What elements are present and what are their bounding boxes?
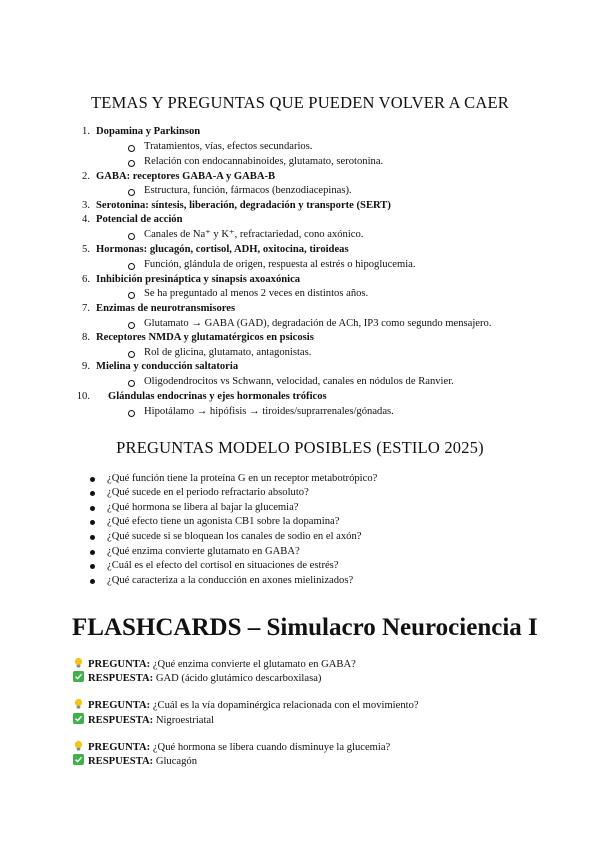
topic-title: Dopamina y Parkinson — [96, 126, 201, 137]
bullet-icon — [90, 506, 95, 511]
topic-number: 1. — [82, 126, 90, 137]
topic-title: Receptores NMDA y glutamatérgicos en psicosis — [96, 332, 314, 343]
hollow-bullet-icon — [128, 351, 135, 358]
topic-subitem: Estructura, función, fármacos (benzodiacepinas). — [128, 184, 352, 197]
topic-subitem: Función, glándula de origen, respuesta al estrés o hipoglucemia. — [128, 258, 416, 271]
hollow-bullet-icon — [128, 292, 135, 299]
list-item: ¿Qué enzima convierte glutamato en GABA? — [90, 545, 300, 558]
list-item: ¿Qué hormona se libera al bajar la glucemia? — [90, 501, 298, 514]
topic-number: 6. — [82, 274, 90, 285]
list-item: ¿Qué caracteriza a la conducción en axones mielinizados? — [90, 574, 353, 587]
bullet-icon — [90, 491, 95, 496]
hollow-bullet-icon — [128, 410, 135, 417]
topic-title: Inhibición presináptica y sinapsis axoaxónica — [96, 274, 301, 285]
list-item: ¿Qué sucede si se bloquean los canales de sodio en el axón? — [90, 530, 361, 543]
topic-title: Hormonas: glucagón, cortisol, ADH, oxitocina, tiroideas — [96, 244, 349, 255]
check-mark-icon — [73, 671, 84, 682]
flashcard-answer: RESPUESTA: Nigroestriatal — [73, 713, 214, 727]
topic-number: 7. — [82, 303, 90, 314]
list-item: ¿Qué función tiene la proteína G en un receptor metabotrópico? — [90, 472, 377, 485]
bullet-icon — [90, 564, 95, 569]
topic-subitem: Oligodendrocitos vs Schwann, velocidad, canales en nódulos de Ranvier. — [128, 375, 454, 388]
bullet-icon — [90, 550, 95, 555]
topic-subitem: Relación con endocannabinoides, glutamato, serotonina. — [128, 155, 383, 168]
lightbulb-icon — [73, 657, 84, 668]
hollow-bullet-icon — [128, 322, 135, 329]
list-item: ¿Cuál es el efecto del cortisol en situaciones de estrés? — [90, 559, 339, 572]
topic-subitem: Canales de Na⁺ y K⁺, refractariedad, cono axónico. — [128, 228, 363, 241]
hollow-bullet-icon — [128, 145, 135, 152]
flashcard-question: PREGUNTA: ¿Qué enzima convierte el glutamato en GABA? — [73, 657, 356, 671]
topic-number: 9. — [82, 361, 90, 372]
bullet-icon — [90, 520, 95, 525]
lightbulb-icon — [73, 740, 84, 751]
check-mark-icon — [73, 754, 84, 765]
topic-title: Potencial de acción — [96, 214, 183, 225]
topic-title: GABA: receptores GABA-A y GABA-B — [96, 171, 276, 182]
topic-number: 8. — [82, 332, 90, 343]
questions-heading: PREGUNTAS MODELO POSIBLES (ESTILO 2025) — [116, 438, 484, 457]
list-item: ¿Qué sucede en el periodo refractario absoluto? — [90, 486, 309, 499]
bullet-icon — [90, 535, 95, 540]
list-item: ¿Qué efecto tiene un agonista CB1 sobre la dopamina? — [90, 515, 339, 528]
topic-title: Mielina y conducción saltatoria — [96, 361, 239, 372]
hollow-bullet-icon — [128, 263, 135, 270]
flashcard-question: PREGUNTA: ¿Qué hormona se libera cuando disminuye la glucemia? — [73, 740, 390, 754]
hollow-bullet-icon — [128, 233, 135, 240]
topic-number: 2. — [82, 171, 90, 182]
topic-title: Serotonina: síntesis, liberación, degradación y transporte (SERT) — [96, 200, 391, 211]
topic-subitem: Hipotálamo → hipófisis → tiroides/suprarrenales/gónadas. — [128, 405, 394, 418]
topic-number: 10. — [76, 391, 90, 402]
hollow-bullet-icon — [128, 380, 135, 387]
bullet-icon — [90, 477, 95, 482]
lightbulb-icon — [73, 698, 84, 709]
hollow-bullet-icon — [128, 189, 135, 196]
topics-heading: TEMAS Y PREGUNTAS QUE PUEDEN VOLVER A CAER — [91, 93, 509, 112]
flashcard-answer: RESPUESTA: GAD (ácido glutámico descarboxilasa) — [73, 671, 321, 685]
flashcards-heading: FLASHCARDS – Simulacro Neurociencia I — [72, 614, 538, 641]
check-mark-icon — [73, 713, 84, 724]
topic-number: 4. — [82, 214, 90, 225]
topic-number: 5. — [82, 244, 90, 255]
topic-subitem: Se ha preguntado al menos 2 veces en distintos años. — [128, 287, 368, 300]
topic-subitem: Tratamientos, vías, efectos secundarios. — [128, 140, 312, 153]
topic-title: Enzimas de neurotransmisores — [96, 303, 236, 314]
topic-number: 3. — [82, 200, 90, 211]
flashcard-answer: RESPUESTA: Glucagón — [73, 754, 197, 768]
topic-subitem: Rol de glicina, glutamato, antagonistas. — [128, 346, 311, 359]
hollow-bullet-icon — [128, 160, 135, 167]
topic-subitem: Glutamato → GABA (GAD), degradación de ACh, IP3 como segundo mensajero. — [128, 317, 491, 330]
topic-title: Glándulas endocrinas y ejes hormonales tróficos — [108, 391, 327, 402]
bullet-icon — [90, 579, 95, 584]
flashcard-question: PREGUNTA: ¿Cuál es la vía dopaminérgica relacionada con el movimiento? — [73, 698, 419, 712]
